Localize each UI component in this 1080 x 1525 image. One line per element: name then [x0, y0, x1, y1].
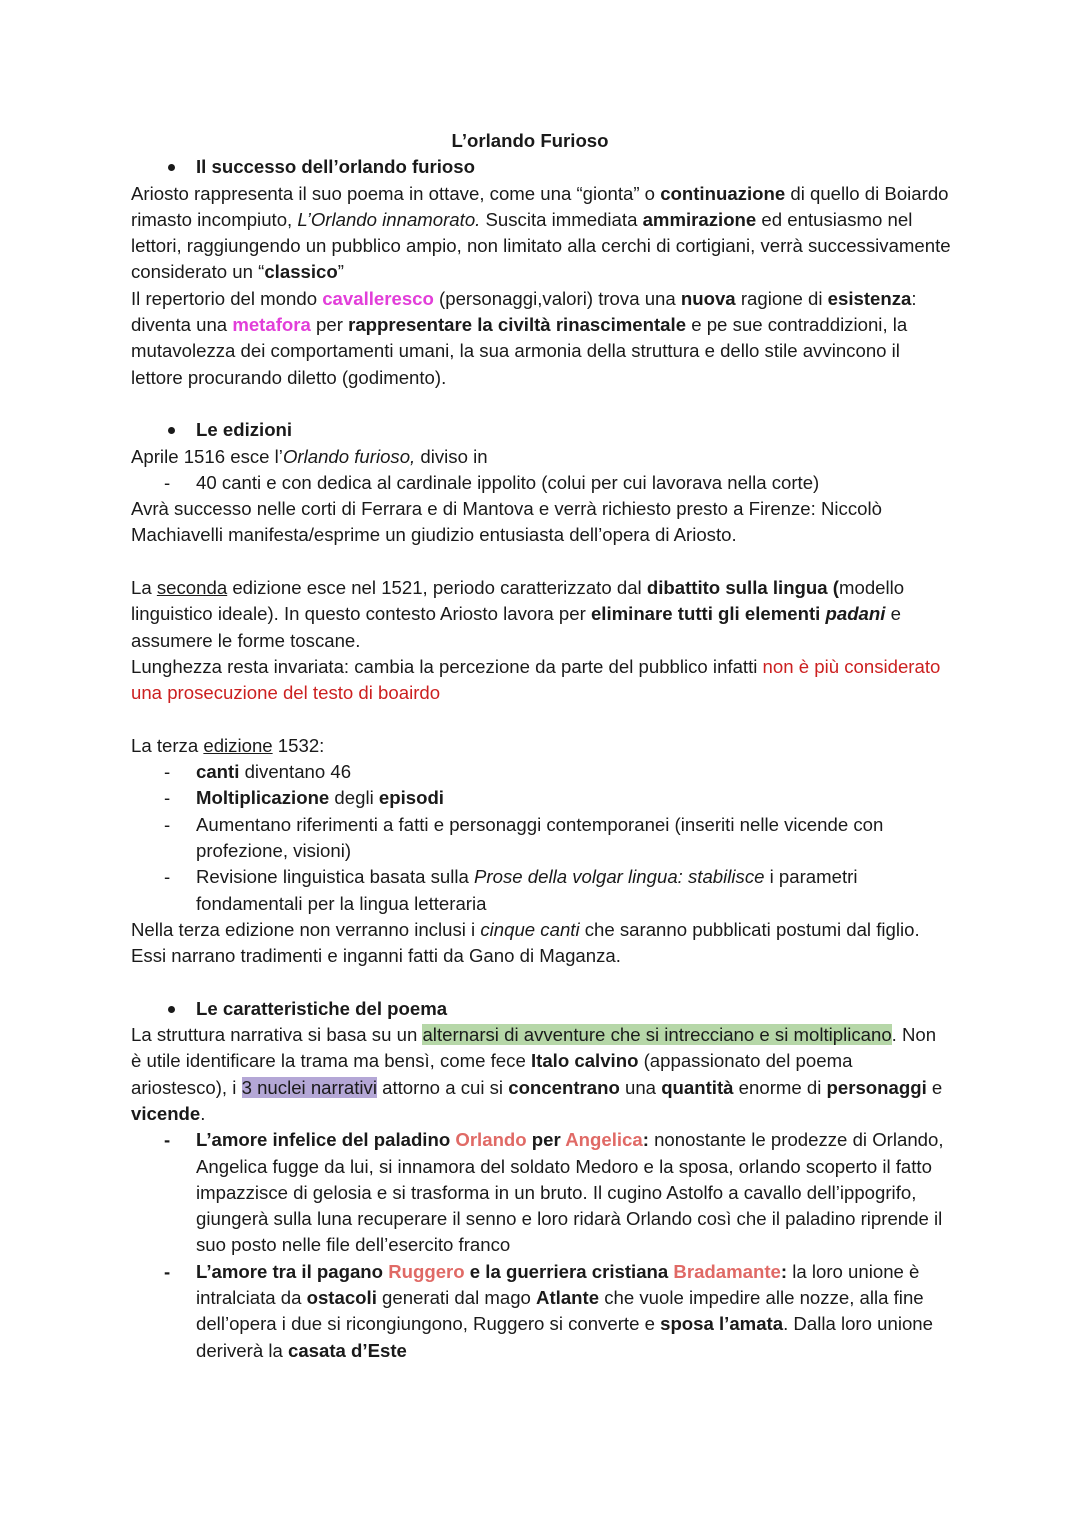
- paragraph-seconda-edizione: La seconda edizione esce nel 1521, periodo caratterizzato dal dibattito sulla lingua (modello linguistico ideale). In questo contesto Ariosto lavora per eliminare tutti gli elementi padani e assumere le forme toscane.: [131, 577, 905, 651]
- document-page: [131, 128, 951, 1364]
- list-item: - Moltiplicazione degli episodi: [164, 787, 444, 809]
- paragraph-aprile: Aprile 1516 esce l’Orlando furioso, diviso in: [131, 445, 488, 467]
- bullet-icon: [168, 164, 175, 171]
- list-item: - Aumentano riferimenti a fatti e personaggi contemporanei (inseriti nelle vicende con profezione, visioni): [164, 813, 884, 862]
- document-title: L’orlando Furioso: [451, 130, 609, 151]
- paragraph-successo: Ariosto rappresenta il suo poema in ottave, come una “gionta” o continuazione di quello di Boiardo rimasto incompiuto, L’Orlando innamorato. Suscita immediata ammirazione ed entusiasmo nel lettori, raggiungendo un pubblico ampio, non limitato alla cerchi di cortigiani, verrà successivamente considerato un “classico”: [131, 182, 951, 283]
- bullet-icon: [168, 1006, 175, 1013]
- paragraph-successo-corti: Avrà successo nelle corti di Ferrara e di Mantova e verrà richiesto presto a Firenze: Niccolò Machiavelli manifesta/esprime un giudizio entusiasta dell’opera di Ariosto.: [131, 498, 882, 546]
- paragraph-lunghezza: Lunghezza resta invariata: cambia la percezione da parte del pubblico infatti non è più considerato una prosecuzione del testo di boairdo: [131, 655, 941, 704]
- list-item: - L’amore infelice del paladino Orlando per Angelica: nonostante le prodezze di Orlando, Angelica fugge da lui, si innamora del soldato Medoro e la sposa, orlando scoperto il fatto impazzisce di gelosia e si trasforma in un bruto. Il cugino Astolfo a cavallo dell’ippogrifo, giungerà sulla luna recuperare il senno e loro ridarà Orlando così che il paladino riprende il suo posto nelle file dell’esercito franco: [164, 1129, 944, 1256]
- list-item: - Revisione linguistica basata sulla Prose della volgar lingua: stabilisce i parametri fondamentali per la lingua letteraria: [164, 866, 858, 914]
- list-item: - canti diventano 46: [164, 761, 352, 783]
- list-item: - 40 canti e con dedica al cardinale ippolito (colui per cui lavorava nella corte): [164, 471, 820, 493]
- paragraph-struttura: La struttura narrativa si basa su un alternarsi di avventure che si intrecciano e si moltiplicano. Non è utile identificare la trama ma bensì, come fece Italo calvino (appassionato del poema ariostesco), i 3 nuclei narrativi attorno a cui si concentrano una quantità enorme di personaggi e vicende.: [131, 1024, 943, 1124]
- section-heading-successo: Il successo dell’orlando furioso: [131, 154, 951, 180]
- list-item: - L’amore tra il pagano Ruggero e la guerriera cristiana Bradamante: la loro unione è intralciata da ostacoli generati dal mago Atlante che vuole impedire alle nozze, alla fine dell’opera i due si ricongiungono, Ruggero si converte e sposa l’amata. Dalla loro unione deriverà la casata d’Este: [164, 1260, 933, 1361]
- paragraph-terza-edizione: La terza edizione 1532:: [131, 734, 325, 756]
- section-heading-caratteristiche: Le caratteristiche del poema: [131, 996, 951, 1022]
- bullet-icon: [168, 427, 175, 434]
- paragraph-repertorio: Il repertorio del mondo cavalleresco (personaggi,valori) trova una nuova ragione di esistenza: diventa una metafora per rappresentare la civiltà rinascimentale e pe sue contraddizioni, la mutavolezza dei comportamenti umani, la sua armonia della struttura e dello stile avvincono il lettore procurando diletto (godimento).: [131, 287, 917, 388]
- paragraph-cinque-canti: Nella terza edizione non verranno inclusi i cinque canti che saranno pubblicati postumi dal figlio. Essi narrano tradimenti e inganni fatti da Gano di Maganza.: [131, 918, 920, 967]
- section-heading-edizioni: Le edizioni: [131, 417, 951, 443]
